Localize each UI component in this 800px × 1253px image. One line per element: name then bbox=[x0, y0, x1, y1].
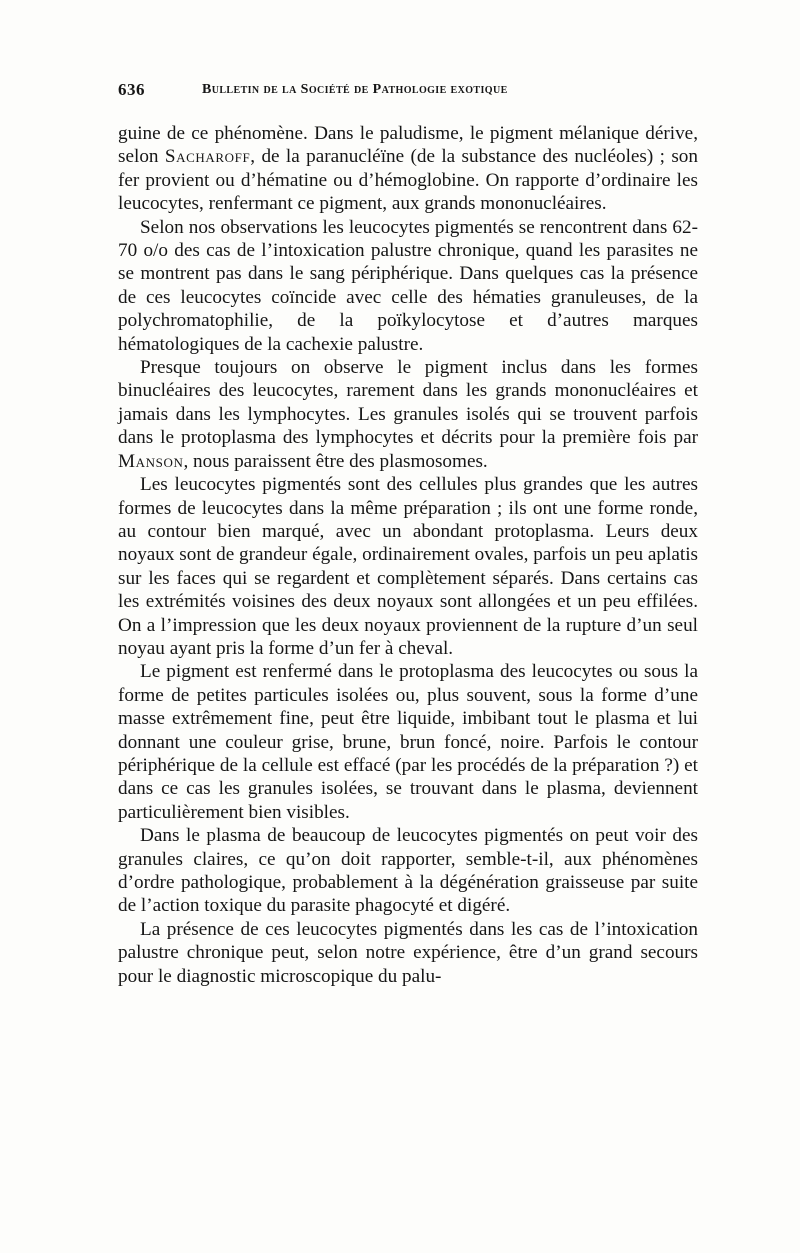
text-segment: guine de ce phénomène. Dans le paludisme, le pigment mélanique dérive, selon bbox=[118, 123, 698, 168]
text-segment: Presque toujours on observe le pigment inclus dans les formes binucléaires des leucocytes, rarement dans les grands mononucléaires et jamais dans les lymphocytes. Les granules isolés qui se trouvent parfois dans le protoplasma des lymphocytes et décrits pour la première fois par bbox=[118, 357, 698, 449]
page-number: 636 bbox=[118, 80, 145, 99]
paragraph bbox=[118, 122, 698, 216]
body-text bbox=[118, 122, 698, 988]
paragraph bbox=[118, 824, 698, 918]
paragraph bbox=[118, 356, 698, 473]
author-name: Sacharoff bbox=[164, 146, 251, 168]
text-segment: , nous paraissent être des plasmosomes. bbox=[183, 450, 488, 472]
text-segment: Les leucocytes pigmentés sont des cellules plus grandes que les autres formes de leucocytes dans la même préparation ; ils ont une forme ronde, au contour bien marqué, avec un abondant protoplasma. Leurs deux noyaux sont de grandeur égale, ordinairement ovales, parfois un peu aplatis sur les faces qui se regardent et complètement séparés. Dans certains cas les extrémités voisines des deux noyaux sont allongées et un peu effilées. On a l’impression que les deux noyaux proviennent de la rupture d’un seul noyau ayant pris la forme d’un fer à cheval. bbox=[118, 474, 698, 659]
text-segment: Selon nos observations les leucocytes pigmentés se rencontrent dans 62-70 o/o des cas de l’intoxication palustre chronique, quand les parasites ne se montrent pas dans le sang périphérique. Dans quelques cas la présence de ces leucocytes coïncide avec celle des hématies granuleuses, de la polychromatophilie, de la poïkylocytose et d’autres marques hématologiques de la cachexie palustre. bbox=[118, 216, 698, 355]
text-segment: Le pigment est renfermé dans le protoplasma des leucocytes ou sous la forme de petites particules isolées ou, plus souvent, sous la forme d’une masse extrêmement fine, peut être liquide, imbibant tout le plasma et lui donnant une couleur grise, brune, brun foncé, noire. Parfois le contour périphérique de la cellule est effacé (par les procédés de la préparation ?) et dans ce cas les granules isolées, se trouvant dans le plasma, deviennent particulièrement bien visibles. bbox=[118, 661, 698, 823]
running-title: Bulletin de la Société de Pathologie exotique bbox=[202, 82, 508, 97]
paragraph bbox=[118, 660, 698, 824]
text-segment: La présence de ces leucocytes pigmentés dans les cas de l’intoxication palustre chronique peut, selon notre expérience, être d’un grand secours pour le diagnostic microscopique du palu- bbox=[118, 918, 698, 987]
paragraph bbox=[118, 216, 698, 356]
author-name: Manson bbox=[118, 450, 184, 472]
paragraph bbox=[118, 918, 698, 988]
text-segment: Dans le plasma de beaucoup de leucocytes pigmentés on peut voir des granules claires, ce qu’on doit rapporter, semble-t-il, aux phénomènes d’ordre pathologique, probablement à la dégénération graisseuse par suite de l’action toxique du parasite phagocyté et digéré. bbox=[118, 825, 698, 917]
text-segment: , de la paranucléïne (de la substance des nucléoles) ; son fer provient ou d’hématine ou d’hémoglobine. On rapporte d’ordinaire les leucocytes, renfermant ce pigment, aux grands mononucléaires. bbox=[118, 146, 698, 215]
paragraph bbox=[118, 473, 698, 660]
running-header bbox=[118, 70, 698, 104]
